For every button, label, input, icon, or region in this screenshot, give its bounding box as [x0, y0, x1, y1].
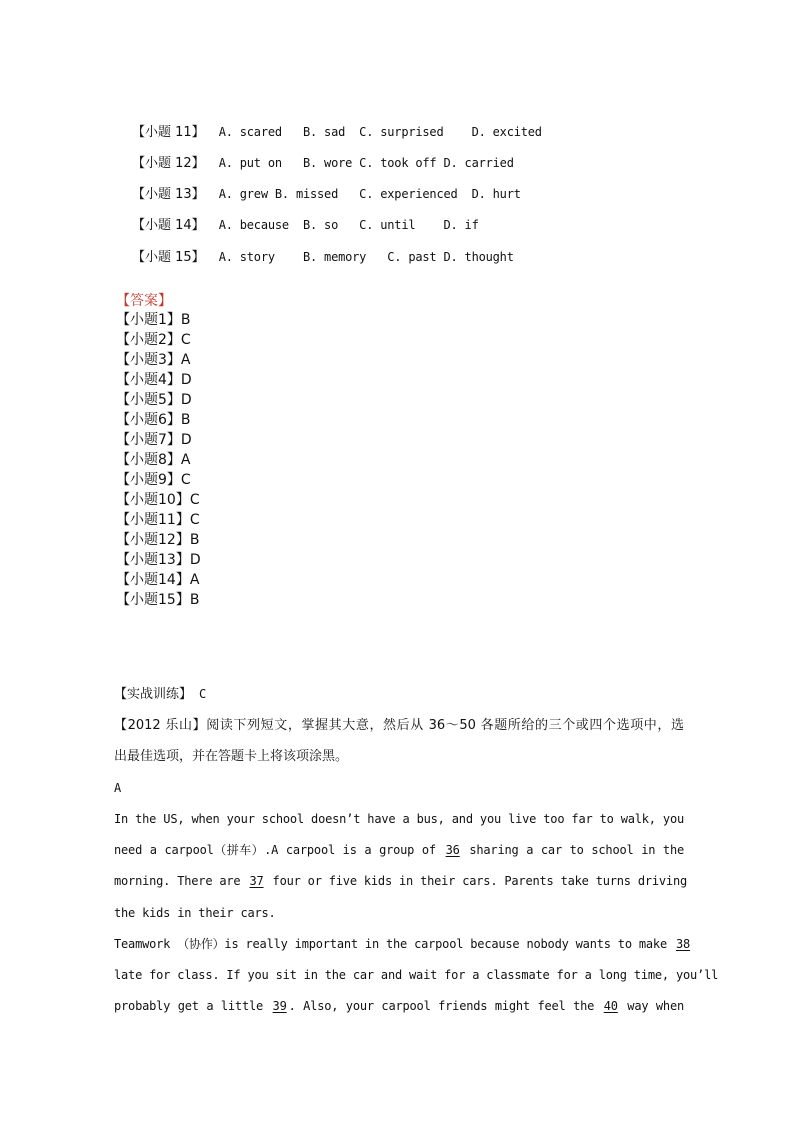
practice-heading-suffix: C	[192, 687, 207, 701]
passage-line	[114, 933, 691, 955]
answer-item: 【小题14】A	[116, 572, 200, 588]
question-options: A. grew B. missed C. experienced D. hurt	[218, 187, 521, 201]
question-options: A. put on B. wore C. took off D. carried	[218, 156, 514, 170]
passage-text: way when	[619, 999, 684, 1013]
answer-item: 【小题10】C	[116, 492, 200, 508]
passage-text: morning. There are	[114, 874, 248, 888]
passage-line: the kids in their cars.	[114, 906, 276, 920]
passage-line	[114, 995, 684, 1017]
answer-item: 【小题12】B	[116, 532, 200, 548]
source-tag: 【2012 乐山】	[114, 718, 207, 733]
answer-item: 【小题7】D	[116, 432, 192, 448]
question-options: A. scared B. sad C. surprised D. excited	[218, 125, 542, 139]
question-row	[116, 133, 514, 171]
answer-item: 【小题13】D	[116, 552, 201, 568]
passage-text: sharing a car to school in the	[461, 843, 685, 857]
blank-37: 37	[249, 874, 264, 888]
blank-40: 40	[603, 999, 618, 1013]
instruction-line	[114, 714, 684, 736]
passage-line: late for class. If you sit in the car and wait for a classmate for a long time, you’ll	[114, 968, 719, 982]
passage-text: need a carpool（拼车）.A carpool is a group of	[114, 843, 444, 857]
practice-heading: 【实战训练】	[114, 687, 193, 702]
answer-item: 【小题2】C	[116, 332, 191, 348]
answer-item: 【小题5】D	[116, 392, 192, 408]
answer-item: 【小题3】A	[116, 352, 191, 368]
question-row	[116, 164, 521, 202]
question-number: 【小题 14】	[132, 218, 205, 233]
answer-item: 【小题11】C	[116, 512, 200, 528]
passage-text: probably get a little	[114, 999, 271, 1013]
question-row	[116, 195, 479, 233]
question-options: A. because B. so C. until D. if	[218, 218, 479, 232]
answer-item: 【小题6】B	[116, 412, 191, 428]
question-number: 【小题 13】	[132, 187, 205, 202]
answer-item: 【小题4】D	[116, 372, 192, 388]
answer-list	[116, 310, 201, 610]
question-row	[116, 102, 542, 140]
question-row	[116, 227, 514, 265]
answer-item: 【小题9】C	[116, 472, 191, 488]
question-number: 【小题 11】	[132, 125, 205, 140]
question-number: 【小题 12】	[132, 156, 205, 171]
answer-item: 【小题8】A	[116, 452, 191, 468]
question-options: A. story B. memory C. past D. thought	[218, 250, 514, 264]
passage-line	[114, 870, 688, 892]
answer-item: 【小题1】B	[116, 312, 191, 328]
section-label: A	[114, 781, 122, 795]
practice-heading-line	[114, 683, 684, 705]
question-number: 【小题 15】	[132, 250, 205, 265]
passage-text: . Also, your carpool friends might feel the	[288, 999, 602, 1013]
blank-38: 38	[676, 937, 691, 951]
passage-line	[114, 839, 684, 861]
answer-heading: 【答案】	[116, 293, 172, 309]
passage-line: In the US, when your school doesn’t have a bus, and you live too far to walk, you	[114, 812, 684, 826]
blank-36: 36	[445, 843, 460, 857]
answer-item: 【小题15】B	[116, 592, 200, 608]
blank-39: 39	[272, 999, 287, 1013]
passage-text: Teamwork （协作）is really important in the carpool because nobody wants to make	[114, 937, 674, 951]
passage-text: four or five kids in their cars. Parents take turns driving	[265, 874, 688, 888]
instruction-text: 阅读下列短文，掌握其大意，然后从 36～50 各题所给的三个或四个选项中，选	[206, 718, 685, 733]
instruction-text: 出最佳选项，并在答题卡上将该项涂黑。	[114, 749, 349, 764]
instruction-line	[114, 745, 684, 767]
